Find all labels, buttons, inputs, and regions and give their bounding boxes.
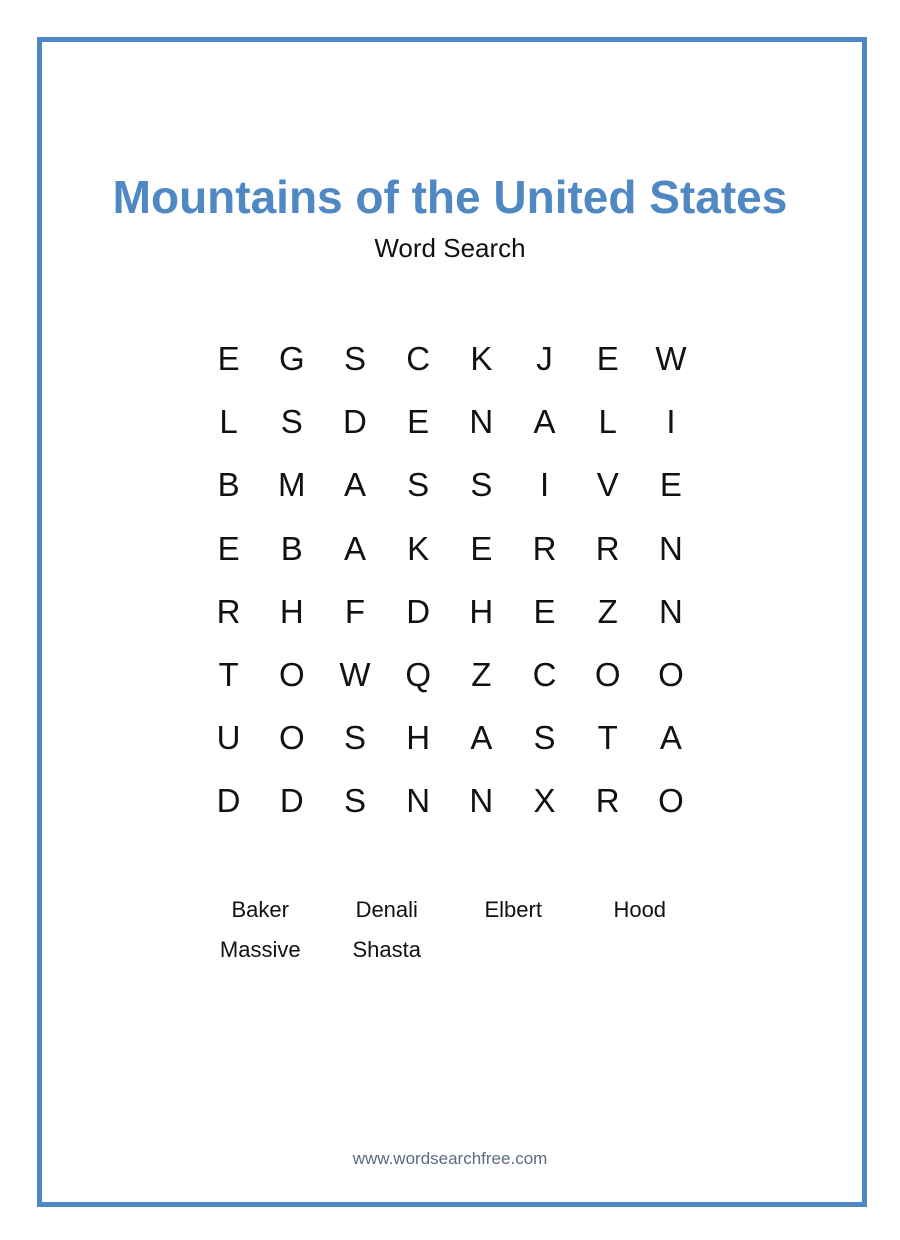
- grid-cell: Z: [471, 655, 492, 693]
- word-list-item: Elbert: [484, 897, 542, 922]
- word-list: [197, 895, 703, 965]
- grid-cell: R: [532, 529, 557, 567]
- grid-cell: T: [218, 655, 239, 693]
- grid-cell: D: [343, 403, 367, 441]
- grid-cell: N: [406, 782, 431, 820]
- grid-cell: E: [407, 403, 430, 441]
- grid-cell: S: [407, 466, 430, 504]
- grid-cell: D: [406, 592, 431, 630]
- grid-cell: Z: [597, 592, 618, 630]
- grid-cell: C: [532, 655, 557, 693]
- grid-row: [197, 580, 703, 643]
- grid-cell: A: [533, 403, 556, 441]
- grid-cell: L: [219, 403, 238, 441]
- word-list-item: Shasta: [352, 937, 421, 962]
- word-list-item: Massive: [219, 937, 301, 962]
- grid-cell: S: [343, 340, 366, 377]
- grid-cell: S: [280, 403, 303, 441]
- grid-cell: E: [533, 592, 556, 630]
- grid-cell: K: [470, 340, 493, 377]
- grid-cell: E: [596, 340, 619, 377]
- grid-cell: E: [659, 466, 682, 504]
- grid-cell: S: [343, 719, 366, 757]
- grid-cell: I: [539, 466, 550, 504]
- grid-cell: W: [339, 655, 371, 693]
- grid-cell: U: [216, 719, 241, 757]
- grid-cell: N: [469, 403, 494, 441]
- grid-cell: B: [217, 466, 240, 504]
- grid-cell: A: [659, 719, 682, 757]
- grid-cell: R: [595, 782, 620, 820]
- grid-cell: D: [279, 782, 304, 820]
- grid-cell: N: [469, 782, 494, 820]
- grid-cell: E: [217, 529, 240, 567]
- grid-cell: J: [536, 340, 553, 377]
- grid-cell: L: [598, 403, 617, 441]
- grid-cell: O: [658, 655, 684, 693]
- grid-cell: K: [407, 529, 430, 567]
- grid-cell: A: [470, 719, 493, 757]
- grid-cell: E: [217, 340, 240, 377]
- grid-cell: T: [597, 719, 618, 757]
- grid-cell: R: [595, 529, 620, 567]
- grid-cell: H: [406, 719, 431, 757]
- grid-cell: S: [343, 782, 366, 820]
- word-list-item: Baker: [231, 897, 289, 922]
- grid-row: [197, 643, 703, 706]
- grid-cell: I: [666, 403, 676, 441]
- grid-cell: S: [470, 466, 493, 504]
- grid-cell: M: [278, 466, 306, 504]
- grid-cell: O: [658, 782, 684, 820]
- grid-row: [197, 453, 703, 516]
- grid-cell: A: [343, 529, 366, 567]
- word-list-item: Hood: [613, 897, 667, 922]
- grid-cell: H: [469, 592, 494, 630]
- grid-cell: W: [655, 340, 687, 377]
- grid-cell: D: [216, 782, 241, 820]
- grid-row: [197, 390, 703, 453]
- page-subtitle: Word Search: [374, 233, 526, 263]
- grid-cell: S: [533, 719, 556, 757]
- grid-cell: C: [406, 340, 431, 377]
- grid-cell: B: [280, 529, 303, 567]
- grid-cell: N: [658, 592, 683, 630]
- grid-cell: X: [533, 782, 556, 820]
- grid-row: [197, 517, 703, 580]
- grid-row: [197, 706, 703, 769]
- page-title: Mountains of the United States: [112, 171, 788, 223]
- grid-cell: N: [658, 529, 683, 567]
- grid-cell: Q: [405, 655, 431, 693]
- word-list-item: Denali: [355, 897, 418, 922]
- grid-row: [197, 769, 703, 832]
- grid-cell: G: [278, 340, 305, 377]
- letter-grid: [197, 327, 703, 833]
- grid-cell: H: [279, 592, 304, 630]
- grid-cell: F: [344, 592, 366, 630]
- grid-row: [197, 327, 703, 390]
- grid-cell: R: [216, 592, 241, 630]
- footer-url: www.wordsearchfree.com: [352, 1149, 548, 1168]
- grid-cell: O: [594, 655, 621, 693]
- grid-cell: O: [278, 719, 305, 757]
- grid-cell: E: [470, 529, 493, 567]
- grid-cell: A: [343, 466, 366, 504]
- grid-cell: V: [596, 466, 619, 504]
- grid-cell: O: [278, 655, 305, 693]
